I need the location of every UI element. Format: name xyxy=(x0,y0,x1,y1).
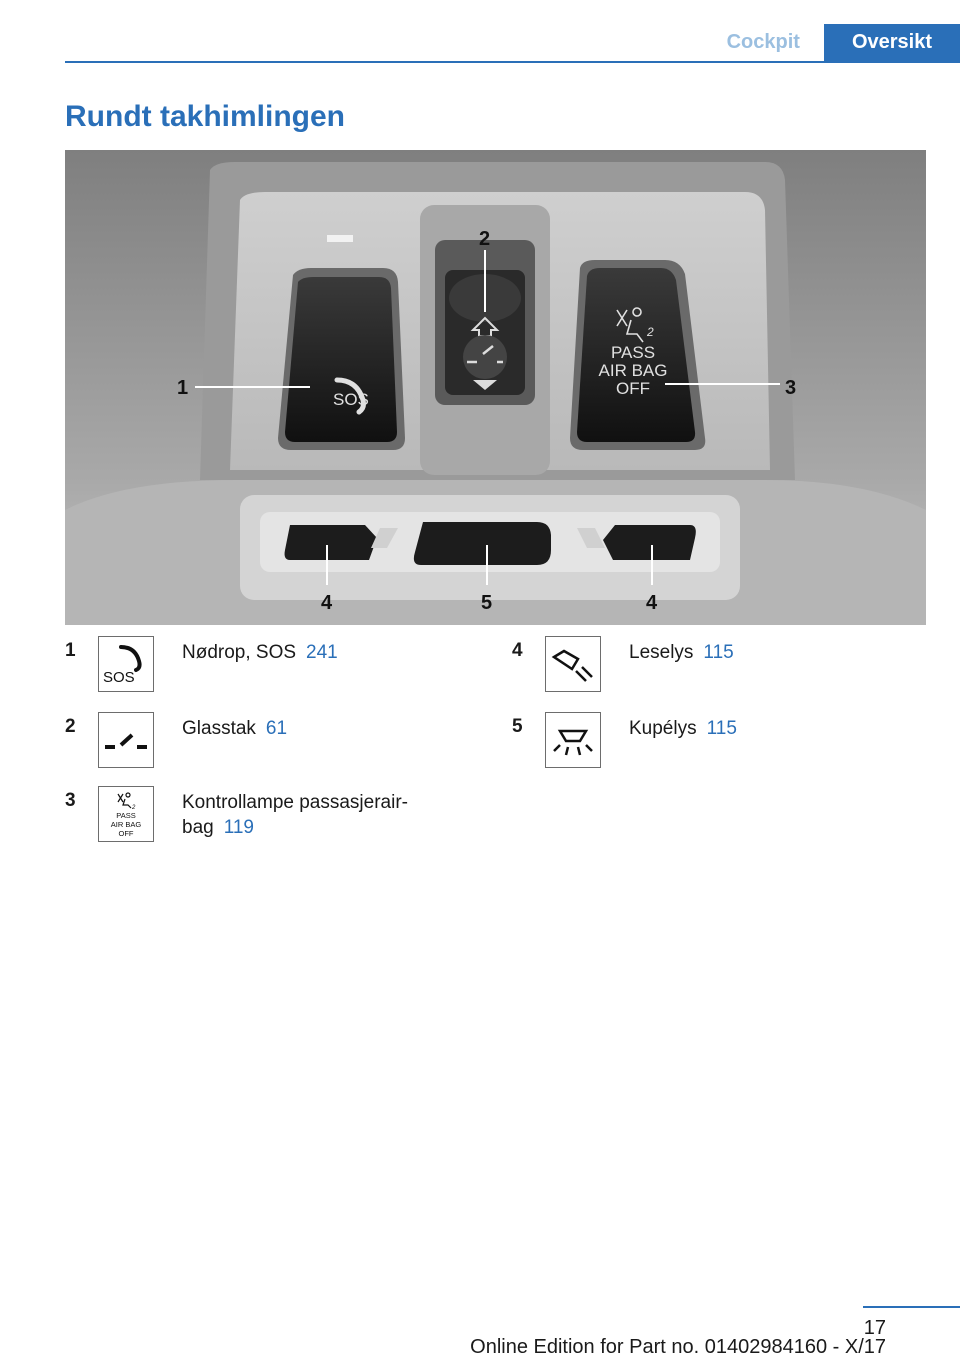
tab-cockpit[interactable]: Cockpit xyxy=(703,24,824,61)
reading-light-left-button[interactable] xyxy=(285,525,377,560)
overhead-console-figure xyxy=(65,150,926,625)
airbag-icon-subscript: 2 xyxy=(132,805,136,811)
reading-light-right-button[interactable] xyxy=(603,525,696,560)
airbag-text-line-2: AIR BAG xyxy=(598,361,668,380)
legend-label: Kupélys xyxy=(629,718,697,739)
legend-label: Glasstak xyxy=(182,718,256,739)
legend-text xyxy=(629,716,889,741)
page-reference[interactable]: 241 xyxy=(306,642,338,663)
legend-number: 1 xyxy=(65,640,76,661)
page-reference[interactable]: 115 xyxy=(706,718,737,739)
airbag-icon-line-1: PASS xyxy=(116,811,136,820)
interior-light-button[interactable] xyxy=(414,522,551,565)
sos-button-label: SOS xyxy=(333,390,369,409)
page-number: 17 xyxy=(863,1317,886,1339)
interior-light-icon xyxy=(545,712,601,768)
tab-oversikt[interactable]: Oversikt xyxy=(824,24,960,61)
airbag-text-line-1: PASS xyxy=(610,343,656,362)
airbag-icon-line-3: OFF xyxy=(118,829,134,838)
page-reference[interactable]: 119 xyxy=(223,817,254,838)
legend-number: 2 xyxy=(65,716,76,737)
legend-number: 3 xyxy=(65,790,76,811)
indicator-slot xyxy=(327,235,353,242)
legend-text xyxy=(182,640,442,665)
callout-1: 1 xyxy=(177,377,189,399)
callout-2: 2 xyxy=(479,228,491,250)
reading-light-icon xyxy=(545,636,601,692)
passenger-airbag-off-icon xyxy=(98,786,154,842)
legend-text xyxy=(629,640,889,665)
legend-label: Kontrollampe passasjerair‐bag xyxy=(182,792,408,838)
airbag-text-line-3: OFF xyxy=(616,379,650,398)
legend-label: Leselys xyxy=(629,642,694,663)
legend-text xyxy=(182,790,442,840)
callout-3: 3 xyxy=(785,377,797,399)
legend-label: Nødrop, SOS xyxy=(182,642,297,663)
legend-number: 5 xyxy=(512,716,523,737)
legend-text xyxy=(182,716,442,741)
airbag-seat-subscript: 2 xyxy=(647,325,654,339)
sos-phone-icon xyxy=(98,636,154,692)
page-reference[interactable]: 115 xyxy=(703,642,734,663)
header-tabs xyxy=(703,24,960,61)
header-rule xyxy=(65,61,960,63)
footer-rule xyxy=(863,1306,960,1308)
sos-button[interactable] xyxy=(285,277,397,442)
page-title: Rundt takhimlingen xyxy=(65,100,345,133)
callout-5: 5 xyxy=(481,592,493,614)
sos-icon-label: SOS xyxy=(103,669,135,686)
legend-number: 4 xyxy=(512,640,523,661)
page-reference[interactable]: 61 xyxy=(265,718,288,739)
airbag-icon-line-2: AIR BAG xyxy=(110,820,142,829)
callout-4-left: 4 xyxy=(321,592,333,614)
footer-edition: Online Edition for Part no. 01402984160 - X/17 xyxy=(470,1336,886,1358)
glass-roof-icon xyxy=(98,712,154,768)
callout-4-right: 4 xyxy=(646,592,658,614)
